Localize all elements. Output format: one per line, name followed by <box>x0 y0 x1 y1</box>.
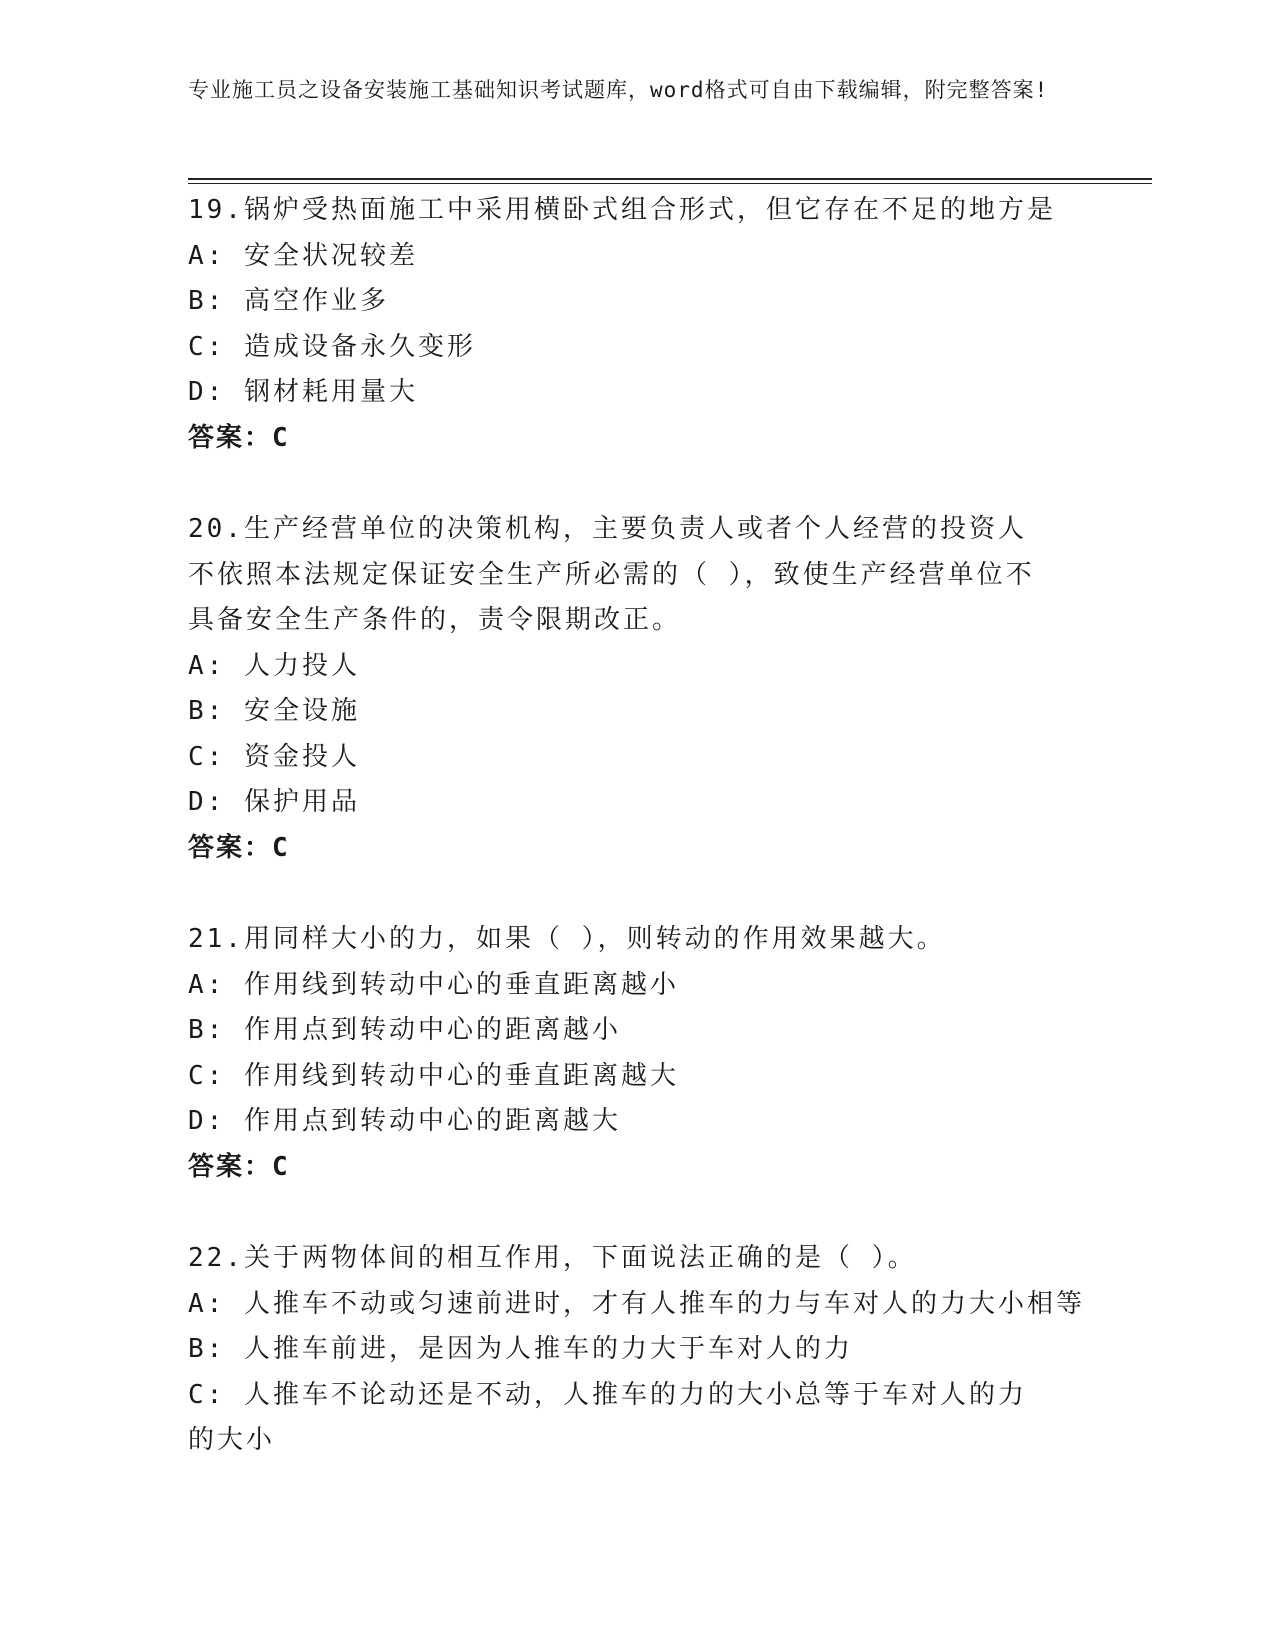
document-header: 专业施工员之设备安装施工基础知识考试题库，word格式可自由下载编辑，附完整答案! <box>188 78 1049 102</box>
option-d: D: 作用点到转动中心的距离越大 <box>188 1106 621 1136</box>
option-a: A: 人推车不动或匀速前进时，才有人推车的力与车对人的力大小相等 <box>188 1288 1085 1319</box>
option-d: D: 钢材耗用量大 <box>188 377 418 407</box>
header-rule-thick <box>188 178 1152 180</box>
answer-label: 答案：C <box>188 422 290 453</box>
option-c: C: 资金投人 <box>188 741 360 772</box>
question-22 <box>188 1236 1088 1464</box>
answer-label: 答案：C <box>188 1151 290 1182</box>
option-d: D: 保护用品 <box>188 787 360 817</box>
question-list <box>188 188 1088 1510</box>
header-rule-thin <box>188 183 1152 184</box>
option-c: C: 人推车不论动还是不动，人推车的力的大小总等于车对人的力的大小 <box>188 1379 1027 1455</box>
option-c: C: 造成设备永久变形 <box>188 331 476 362</box>
option-a: A: 安全状况较差 <box>188 240 418 271</box>
option-b: B: 作用点到转动中心的距离越小 <box>188 1015 621 1045</box>
option-a: A: 作用线到转动中心的垂直距离越小 <box>188 969 679 1000</box>
question-text: 22.关于两物体间的相互作用，下面说法正确的是（ ）。 <box>188 1243 917 1273</box>
question-20 <box>188 507 1088 871</box>
question-19 <box>188 188 1088 461</box>
question-text: 21.用同样大小的力，如果（ ），则转动的作用效果越大。 <box>188 924 946 954</box>
question-text: 20.生产经营单位的决策机构，主要负责人或者个人经营的投资人不依照本法规定保证安全生产所必需的（ ），致使生产经营单位不具备安全生产条件的，责令限期改正。 <box>188 514 1035 635</box>
answer-label: 答案：C <box>188 832 290 863</box>
option-b: B: 高空作业多 <box>188 286 389 316</box>
option-c: C: 作用线到转动中心的垂直距离越大 <box>188 1060 679 1091</box>
question-21 <box>188 917 1088 1190</box>
option-b: B: 安全设施 <box>188 696 360 726</box>
question-text: 19.锅炉受热面施工中采用横卧式组合形式，但它存在不足的地方是 <box>188 195 1056 225</box>
option-b: B: 人推车前进，是因为人推车的力大于车对人的力 <box>188 1334 853 1364</box>
option-a: A: 人力投人 <box>188 650 360 681</box>
